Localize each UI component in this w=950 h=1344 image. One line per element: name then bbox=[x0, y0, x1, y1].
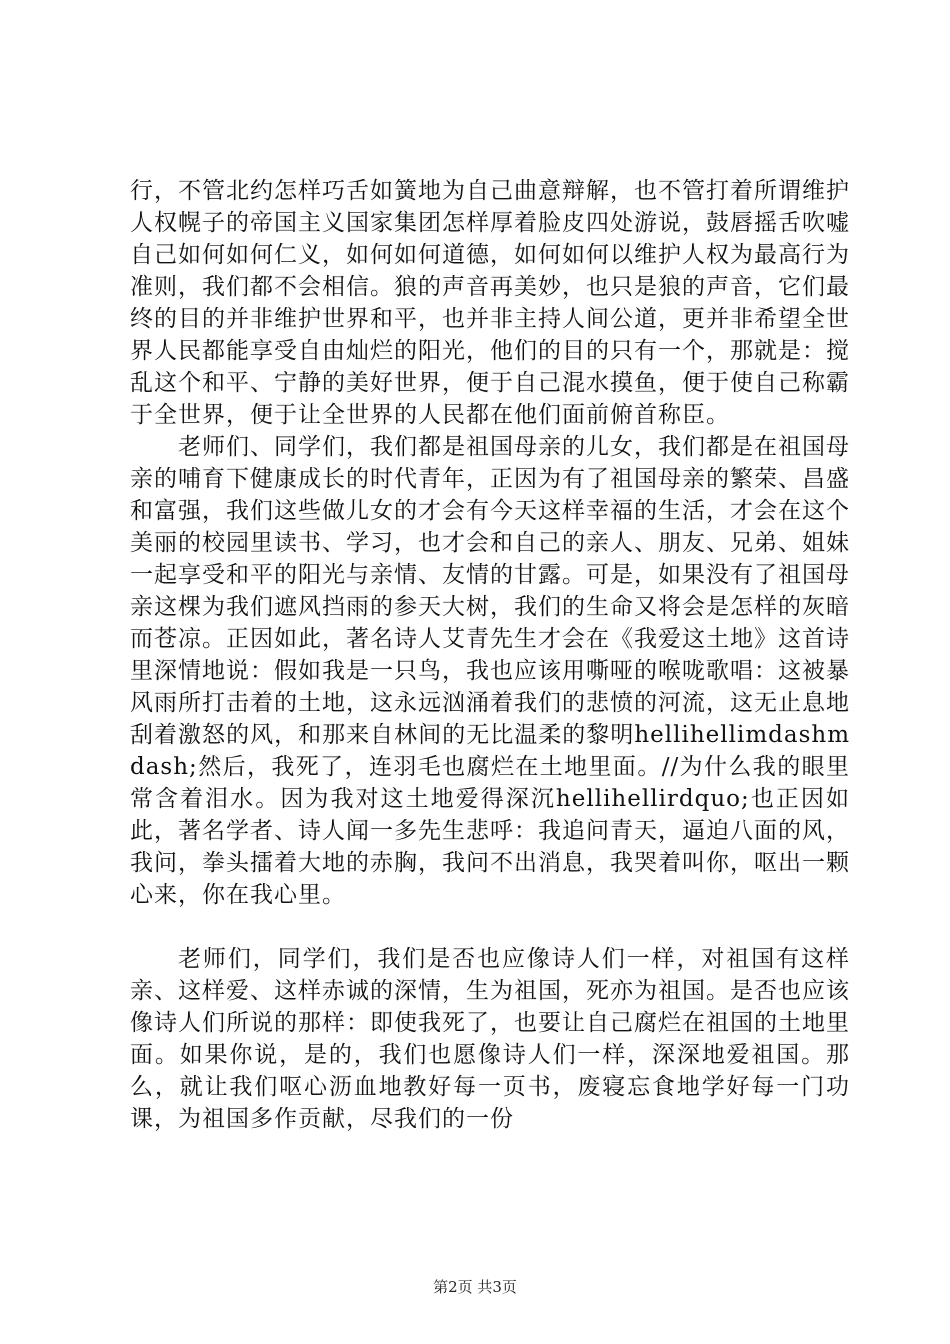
document-body bbox=[130, 175, 850, 1135]
paragraph-1: 行，不管北约怎样巧舌如簧地为自己曲意辩解，也不管打着所谓维护人权幌子的帝国主义国家集团怎样厚着脸皮四处游说，鼓唇摇舌吹嘘自己如何如何仁义，如何如何道德，如何如何以维护人权为最高行为准则，我们都不会相信。狼的声音再美妙，也只是狼的声音，它们最终的目的并非维护世界和平，也并非主持人间公道，更并非希望全世界人民都能享受自由灿烂的阳光，他们的目的只有一个，那就是：搅乱这个和平、宁静的美好世界，便于自己混水摸鱼，便于使自己称霸于全世界，便于让全世界的人民都在他们面前俯首称臣。 bbox=[130, 178, 850, 428]
paragraph-2: 老师们、同学们，我们都是祖国母亲的儿女，我们都是在祖国母亲的哺育下健康成长的时代青年，正因为有了祖国母亲的繁荣、昌盛和富强，我们这些做儿女的才会有今天这样幸福的生活，才会在这个美丽的校园里读书、学习，也才会和自己的亲人、朋友、兄弟、姐妹一起享受和平的阳光与亲情、友情的甘露。可是，如果没有了祖国母亲这棵为我们遮风挡雨的参天大树，我们的生命又将会是怎样的灰暗而苍凉。正因如此，著名诗人艾青先生才会在《我爱这土地》这首诗里深情地说：假如我是一只鸟，我也应该用嘶哑的喉咙歌唱：这被暴风雨所打击着的土地，这永远汹涌着我们的悲愤的河流，这无止息地刮着激怒的风，和那来自林间的无比温柔的黎明hellihellimdashmdash;然后，我死了，连羽毛也腐烂在土地里面。//为什么我的眼里常含着泪水。因为我对这土地爱得深沉hellihellirdquo;也正因如此，著名学者、诗人闻一多先生悲呼：我追问青天，逼迫八面的风，我问，拳头擂着大地的赤胸，我问不出消息，我哭着叫你，呕出一颗心来，你在我心里。 bbox=[130, 434, 850, 908]
page-footer: 第2页 共3页 bbox=[433, 1278, 517, 1296]
paragraph-3: 老师们，同学们，我们是否也应像诗人们一样，对祖国有这样亲、这样爱、这样赤诚的深情，生为祖国，死亦为祖国。是否也应该像诗人们所说的那样：即使我死了，也要让自己腐烂在祖国的土地里面。如果你说，是的，我们也愿像诗人们一样，深深地爱祖国。那么，就让我们呕心沥血地教好每一页书，废寝忘食地学好每一门功课，为祖国多作贡献，尽我们的一份 bbox=[130, 946, 850, 1132]
